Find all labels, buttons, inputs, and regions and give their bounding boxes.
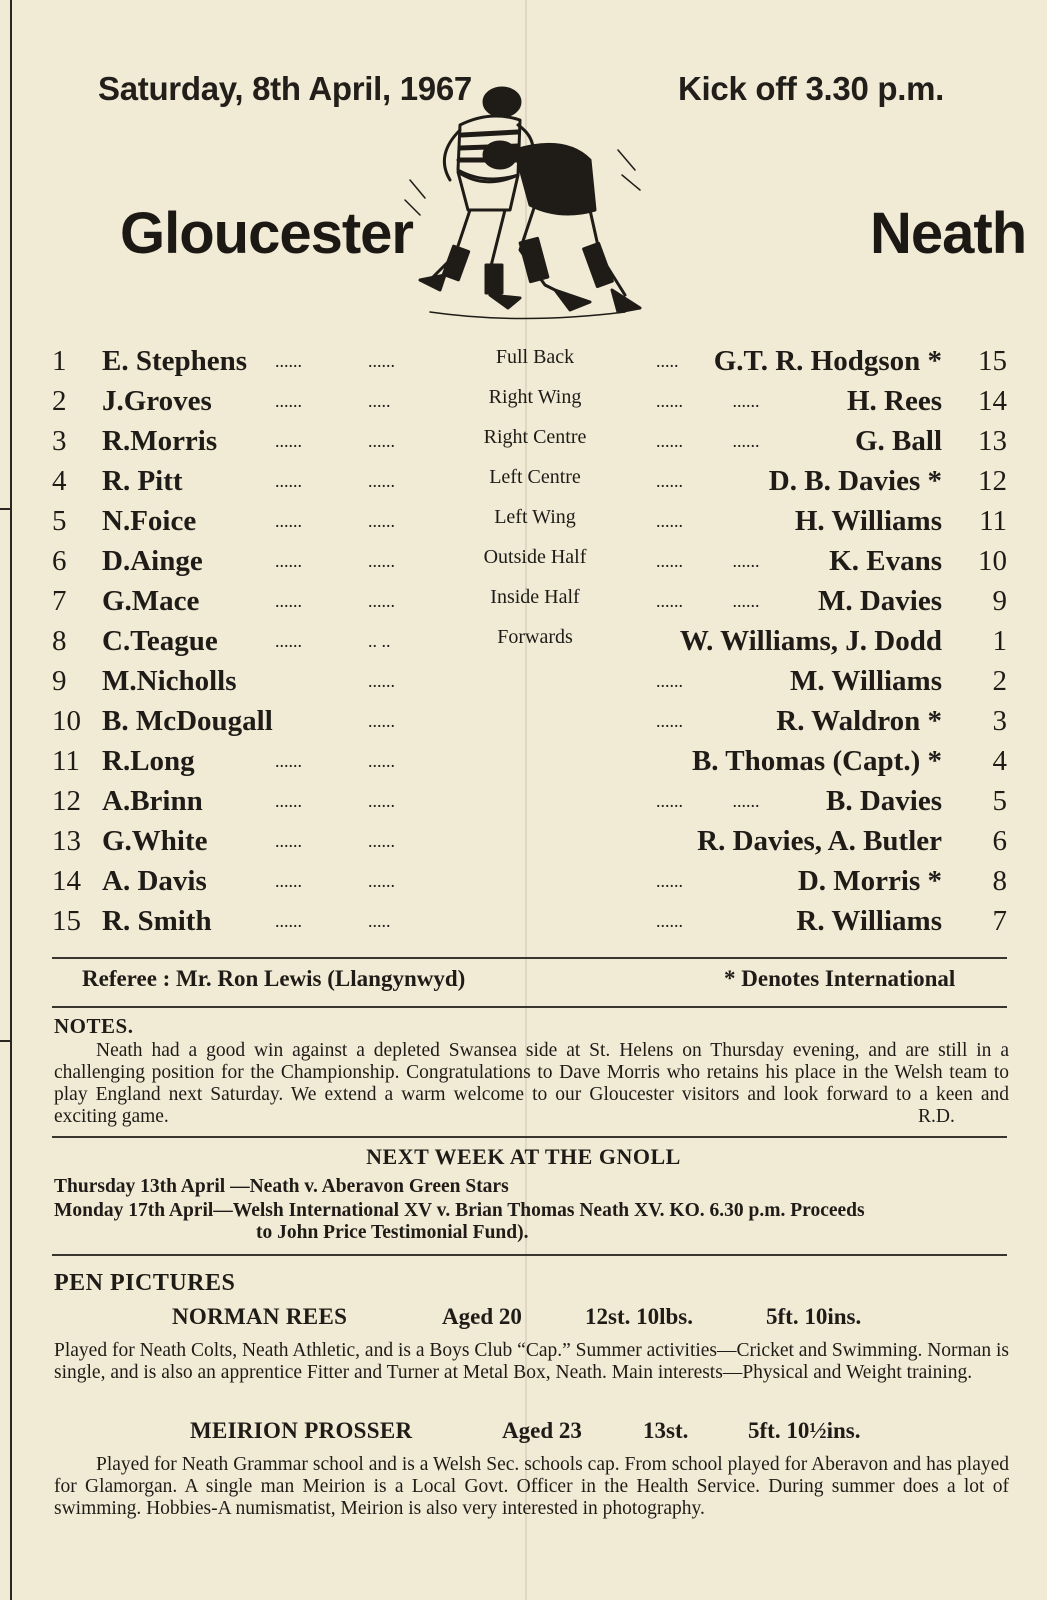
- away-player: B. Davies: [826, 785, 942, 817]
- edge-tick: [0, 1040, 12, 1042]
- away-number: 11: [979, 505, 1007, 537]
- leader-dots: ......: [368, 671, 395, 691]
- leader-dots: ......: [656, 911, 683, 931]
- leader-dots: ......: [368, 551, 395, 571]
- leader-dots: ......: [275, 511, 302, 531]
- away-number: 10: [978, 545, 1007, 577]
- away-number: 12: [978, 465, 1007, 497]
- position-label: Inside Half: [490, 586, 580, 608]
- lineup-row: [0, 702, 1047, 740]
- home-player: R. Pitt: [102, 465, 183, 497]
- player-height: 5ft. 10½ins.: [748, 1418, 861, 1443]
- away-number: 2: [992, 665, 1007, 697]
- leader-dots: ......: [275, 751, 302, 771]
- away-player: W. Williams, J. Dodd: [679, 625, 942, 657]
- away-number: 14: [978, 385, 1007, 417]
- notes-signature: R.D.: [918, 1106, 955, 1127]
- position-label: Full Back: [495, 346, 575, 368]
- leader-dots: ......: [275, 351, 302, 371]
- home-player: D.Ainge: [102, 545, 203, 577]
- divider: [52, 1254, 1007, 1256]
- divider: [52, 957, 1007, 959]
- lineup-row: [0, 662, 1047, 700]
- home-number: 11: [52, 745, 80, 777]
- lineup-row: [0, 502, 1047, 540]
- next-week-title: NEXT WEEK AT THE GNOLL: [366, 1144, 681, 1169]
- player-bio-container: [54, 1454, 1009, 1520]
- leader-dots: ......: [656, 871, 683, 891]
- player-bio: Played for Neath Grammar school and is a Welsh Sec. schools cap. From school played for Aberavon and has played for Glamorgan. A single man Meirion is a Local Govt. Officer in the Health Service. During summer does a lot of swimming. Hobbies-A numismatist, Meirion is also very interested in photography.: [54, 1454, 1009, 1519]
- home-number: 4: [52, 465, 67, 497]
- away-team-title: Neath: [870, 201, 1027, 266]
- away-player: K. Evans: [829, 545, 942, 577]
- home-player: G.White: [102, 825, 208, 857]
- leader-dots: .....: [368, 911, 391, 931]
- home-player: M.Nicholls: [102, 665, 237, 697]
- position-label: Right Wing: [488, 386, 582, 408]
- leader-dots: .....: [368, 391, 391, 411]
- lineup-row: [0, 862, 1047, 900]
- player-age: Aged 20: [442, 1304, 522, 1329]
- away-player: D. B. Davies *: [768, 465, 942, 497]
- home-number: 6: [52, 545, 67, 577]
- away-player: G. Ball: [854, 425, 942, 457]
- leader-dots: ......: [275, 431, 302, 451]
- leader-dots: ......: [275, 871, 302, 891]
- home-number: 15: [52, 905, 81, 937]
- home-number: 12: [52, 785, 81, 817]
- kickoff-time: Kick off 3.30 p.m.: [678, 70, 945, 107]
- home-number: 7: [52, 585, 67, 617]
- leader-dots: ......: [275, 471, 302, 491]
- leader-dots: ......: [368, 351, 395, 371]
- leader-dots: ......: [656, 471, 683, 491]
- leader-dots: ......: [368, 471, 395, 491]
- lineup-row: [0, 822, 1047, 860]
- fixture-line: Thursday 13th April —Neath v. Aberavon Green Stars: [54, 1176, 509, 1197]
- leader-dots: ......: [368, 831, 395, 851]
- home-player: J.Groves: [102, 385, 212, 417]
- player-bio: Played for Neath Colts, Neath Athletic, and is a Boys Club “Cap.” Summer activities—Cricket and Swimming. Norman is single, and is also an apprentice Fitter and Turner at Metal Box, Neath. Main interests—Physical and Weight training.: [54, 1340, 1009, 1383]
- notes-body: Neath had a good win against a depleted Swansea side at St. Helens on Thursday evening, and are still in a challenging position for the Championship. Congratulations to Dave Morris who retains his place in the Welsh team to play England next Saturday. We extend a warm welcome to our Gloucester visitors and look forward to a keen and exciting game.: [54, 1040, 1009, 1127]
- position-label: Left Centre: [489, 466, 581, 488]
- away-number: 8: [992, 865, 1007, 897]
- away-number: 7: [992, 905, 1007, 937]
- away-player: M. Williams: [790, 665, 942, 697]
- international-key: * Denotes International: [724, 966, 956, 991]
- player-height: 5ft. 10ins.: [766, 1304, 862, 1329]
- fixture-line: to John Price Testimonial Fund).: [256, 1222, 529, 1243]
- lineup-row: [0, 382, 1047, 420]
- lineup-row: [0, 542, 1047, 580]
- player-age: Aged 23: [502, 1418, 582, 1443]
- away-number: 15: [978, 345, 1007, 377]
- away-player: H. Williams: [794, 505, 942, 537]
- home-player: G.Mace: [102, 585, 200, 617]
- home-player: R.Long: [102, 745, 195, 777]
- away-player: D. Morris *: [797, 865, 942, 897]
- position-label: Right Centre: [483, 426, 587, 448]
- home-number: 5: [52, 505, 67, 537]
- player-name: NORMAN REES: [172, 1304, 348, 1329]
- home-player: A.Brinn: [102, 785, 203, 817]
- leader-dots: .....: [656, 351, 679, 371]
- position-label: Outside Half: [483, 546, 587, 568]
- leader-dots: ......: [368, 591, 395, 611]
- lineup-row: [0, 342, 1047, 380]
- rugby-players-tackle-icon: [390, 80, 650, 330]
- away-number: 6: [992, 825, 1007, 857]
- lineup-row: [0, 422, 1047, 460]
- player-weight: 13st.: [643, 1418, 689, 1443]
- leader-dots: ......: [368, 431, 395, 451]
- home-number: 10: [52, 705, 81, 737]
- leader-dots: ...... ......: [656, 551, 760, 571]
- leader-dots: ......: [368, 751, 395, 771]
- lineup-row: [0, 622, 1047, 660]
- away-number: 3: [992, 705, 1007, 737]
- position-label: Left Wing: [494, 506, 576, 528]
- leader-dots: ......: [275, 911, 302, 931]
- fixture-line: Monday 17th April—Welsh International XV v. Brian Thomas Neath XV. KO. 6.30 p.m. Proceeds: [54, 1200, 865, 1221]
- away-player: B. Thomas (Capt.) *: [691, 745, 942, 777]
- leader-dots: ......: [275, 831, 302, 851]
- away-number: 9: [992, 585, 1007, 617]
- home-player: A. Davis: [102, 865, 207, 897]
- leader-dots: ......: [368, 871, 395, 891]
- leader-dots: ......: [656, 671, 683, 691]
- away-player: M. Davies: [817, 585, 942, 617]
- lineup-row: [0, 582, 1047, 620]
- divider: [52, 1006, 1007, 1008]
- home-number: 1: [52, 345, 67, 377]
- away-number: 4: [992, 745, 1007, 777]
- leader-dots: ...... ......: [656, 791, 760, 811]
- home-player: R. Smith: [102, 905, 212, 937]
- divider: [52, 1136, 1007, 1138]
- notes-heading: NOTES.: [54, 1014, 134, 1038]
- home-number: 8: [52, 625, 67, 657]
- leader-dots: ......: [275, 791, 302, 811]
- match-date: Saturday, 8th April, 1967: [98, 70, 472, 107]
- leader-dots: ......: [275, 391, 302, 411]
- leader-dots: .. ..: [368, 631, 391, 651]
- away-number: 13: [978, 425, 1007, 457]
- player-weight: 12st. 10lbs.: [585, 1304, 693, 1329]
- home-player: R.Morris: [102, 425, 218, 457]
- away-player: R. Williams: [796, 905, 942, 937]
- home-number: 2: [52, 385, 67, 417]
- notes-text: [54, 1040, 1009, 1128]
- position-label: Forwards: [497, 626, 573, 648]
- referee-line: Referee : Mr. Ron Lewis (Llangynwyd): [82, 966, 466, 991]
- away-player: H. Rees: [846, 385, 942, 417]
- home-number: 14: [52, 865, 81, 897]
- leader-dots: ......: [368, 711, 395, 731]
- away-number: 1: [992, 625, 1007, 657]
- leader-dots: ......: [656, 511, 683, 531]
- leader-dots: ......: [275, 551, 302, 571]
- leader-dots: ...... ......: [656, 431, 760, 451]
- home-player: N.Foice: [102, 505, 197, 537]
- leader-dots: ......: [275, 591, 302, 611]
- pen-pictures-heading: PEN PICTURES: [54, 1270, 236, 1296]
- lineup-row: [0, 782, 1047, 820]
- home-number: 9: [52, 665, 67, 697]
- player-name: MEIRION PROSSER: [190, 1418, 413, 1443]
- home-number: 3: [52, 425, 67, 457]
- lineup-row: [0, 742, 1047, 780]
- leader-dots: ......: [368, 511, 395, 531]
- away-player: R. Waldron *: [776, 705, 942, 737]
- home-number: 13: [52, 825, 81, 857]
- home-player: E. Stephens: [102, 345, 248, 377]
- away-player: R. Davies, A. Butler: [697, 825, 942, 857]
- home-team-title: Gloucester: [120, 201, 413, 266]
- away-player: G.T. R. Hodgson *: [713, 345, 942, 377]
- leader-dots: ...... ......: [656, 591, 760, 611]
- leader-dots: ......: [275, 631, 302, 651]
- lineup-row: [0, 462, 1047, 500]
- leader-dots: ......: [656, 711, 683, 731]
- home-player: B. McDougall: [102, 705, 273, 737]
- home-player: C.Teague: [102, 625, 218, 657]
- away-number: 5: [992, 785, 1007, 817]
- leader-dots: ...... ......: [656, 391, 760, 411]
- leader-dots: ......: [368, 791, 395, 811]
- lineup-row: [0, 902, 1047, 940]
